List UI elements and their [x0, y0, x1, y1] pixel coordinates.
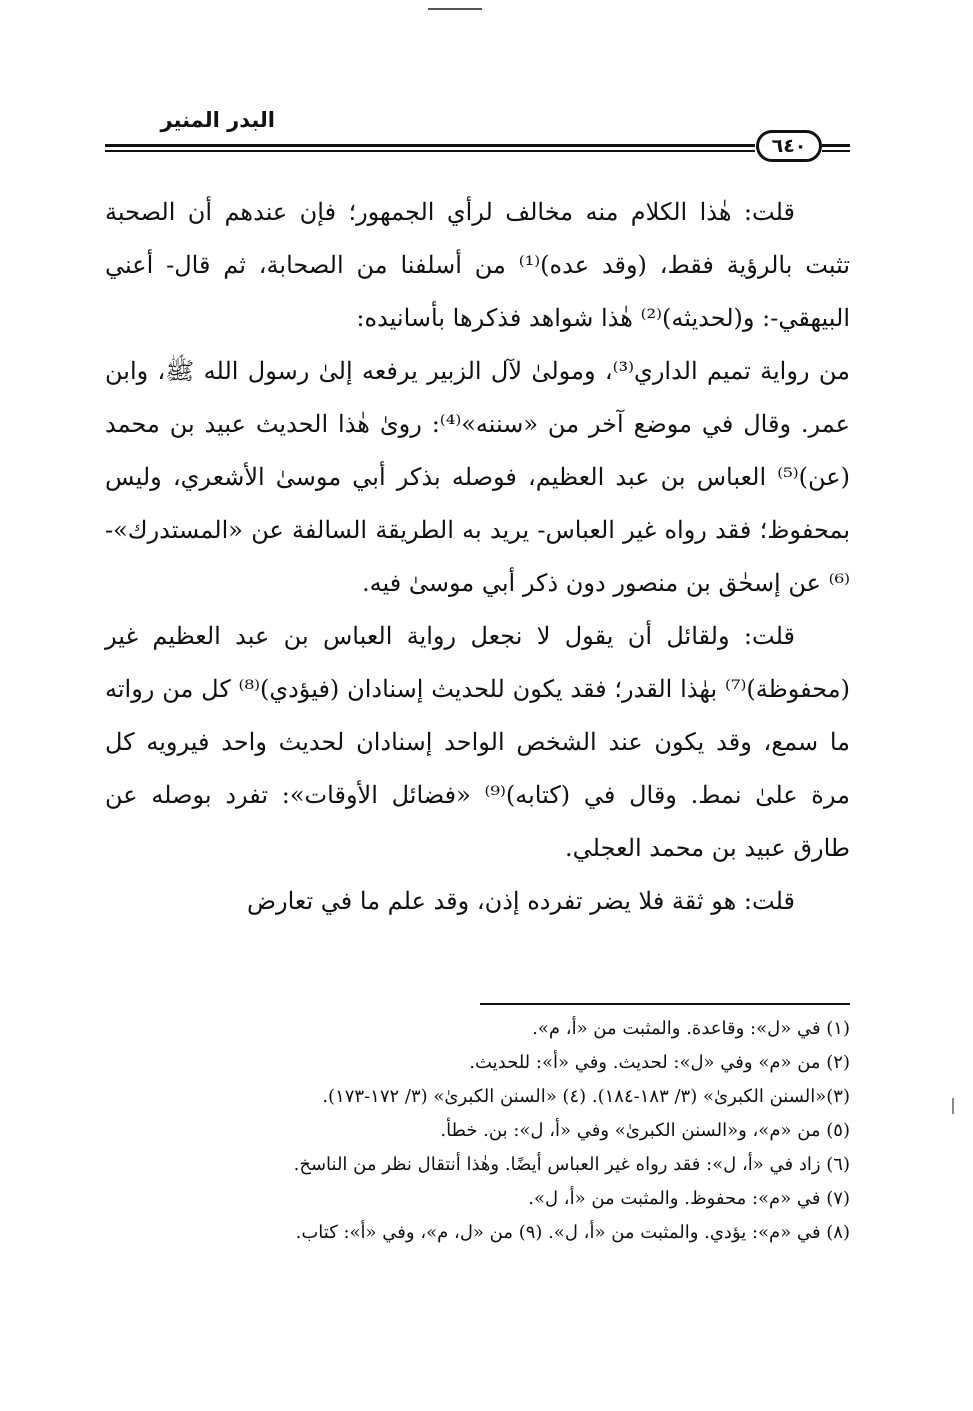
header-rule-bottom: [105, 150, 755, 152]
footnote-5: (٥) من «م»، و«السنن الكبرىٰ» وفي «أ، ل»: بن. خطأ.: [440, 1120, 850, 1141]
top-scan-mark: [428, 8, 482, 10]
footnote-2: (٢) من «م» وفي «ل»: لحديث. وفي «أ»: للحديث.: [469, 1052, 850, 1073]
running-title: البدر المنير: [160, 108, 275, 132]
main-text: [105, 186, 850, 928]
footnote-7: (٧) في «م»: محفوظ. والمثبت من «أ، ل».: [528, 1188, 850, 1209]
header-rule-right-bottom: [822, 150, 850, 152]
footnote-separator: [480, 1003, 850, 1005]
footnote-6: (٦) زاد في «أ، ل»: فقد رواه غير العباس أيضًا. وهٰذا أنتقال نظر من الناسخ.: [293, 1154, 850, 1175]
paragraph-1: قلت: هٰذا الكلام منه مخالف لرأي الجمهور؛ فإن عندهم أن الصحبة تثبت بالرؤية فقط، (وقد عده)⁽¹⁾ من أسلفنا من الصحابة، ثم قال- أعني البيهقي-: و(لحديثه)⁽²⁾ هٰذا شواهد فذكرها بأسانيده:: [105, 198, 851, 332]
page-number-badge: ٦٤٠: [756, 130, 822, 162]
footnote-1: (١) في «ل»: وقاعدة. والمثبت من «أ، م».: [532, 1018, 850, 1039]
header-rule-top: [105, 144, 755, 147]
footnote-8-9: (٨) في «م»: يؤدي. والمثبت من «أ، ل». (٩) من «ل، م»، وفي «أ»: كتاب.: [295, 1222, 850, 1243]
paragraph-3: قلت: ولقائل أن يقول لا نجعل رواية العباس بن عبد العظيم غير (محفوظة)⁽⁷⁾ بهٰذا القدر؛ فقد يكون للحديث إسنادان (فيؤدي)⁽⁸⁾ كل من رواته ما سمع، وقد يكون عند الشخص الواحد إسنادان لحديث واحد فيرويه كل مرة علىٰ نمط. وقال في (كتابه)⁽⁹⁾ «فضائل الأوقات»: تفرد بوصله عن طارق عبيد بن محمد العجلي.: [105, 622, 850, 862]
paragraph-2: من رواية تميم الداري⁽³⁾، ومولىٰ لآل الزبير يرفعه إلىٰ رسول الله ﷺ، وابن عمر. وقال في موضع آخر من «سننه»⁽⁴⁾: روىٰ هٰذا الحديث عبيد بن محمد (عن)⁽⁵⁾ العباس بن عبد العظيم، فوصله بذكر أبي موسىٰ الأشعري، وليس بمحفوظ؛ فقد رواه غير العباس- يريد به الطريقة السالفة عن «المستدرك»-⁽⁶⁾ عن إسحٰق بن منصور دون ذكر أبي موسىٰ فيه.: [105, 357, 850, 597]
header-rule-right-top: [822, 144, 850, 147]
page-header: [105, 108, 850, 168]
footnotes: [105, 1012, 850, 1250]
paragraph-4: قلت: هو ثقة فلا يضر تفرده إذن، وقد علم ما في تعارض: [246, 887, 795, 915]
footnote-3-4: (٣)«السنن الكبرىٰ» (٣/ ١٨٣-١٨٤). (٤) «السنن الكبرىٰ» (٣/ ١٧٢-١٧٣).: [322, 1086, 850, 1107]
side-scan-mark: [952, 1098, 954, 1114]
